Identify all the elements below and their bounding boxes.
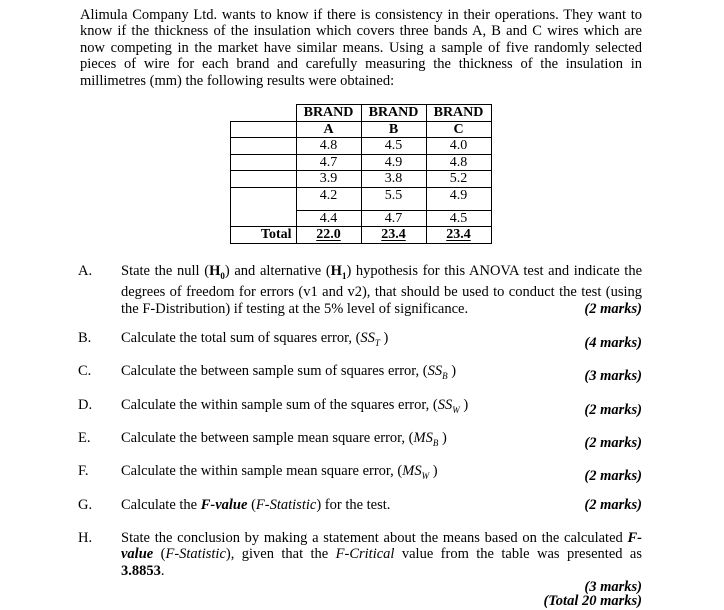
- table-row: [231, 154, 492, 171]
- table-cell: 4.8: [296, 138, 361, 155]
- question-text: Calculate the between sample sum of squares error, ($SS_B$ ): [121, 363, 457, 381]
- table-cell: 4.0: [426, 138, 491, 155]
- question-marks: (2 marks): [584, 467, 642, 484]
- question-letter: A.: [78, 263, 93, 279]
- table-cell: 4.5: [361, 138, 426, 155]
- table-row: [231, 138, 492, 155]
- question-text: Calculate the between sample mean square error, ($MS_B$ ): [121, 430, 447, 448]
- question-c: C. Calculate the between sample sum of squares error, ($SS_B$ ) (3 marks): [78, 363, 642, 384]
- question-text: State the null $(H_0)$ and alternative $(H_1)$ hypothesis for this ANOVA test and indicate the degrees of freedom for errors (v1 and v2), that should be used to conduct the test (using the F-Distribution) if testing at the 5% level of significance.: [121, 263, 643, 317]
- question-f: F. Calculate the within sample mean square error, ($MS_W$ ) (2 marks): [78, 463, 642, 484]
- total-brand-c: 23.4: [426, 227, 491, 244]
- table-cell: 4.7: [361, 210, 426, 227]
- table-cell: 4.8: [426, 154, 491, 171]
- intro-paragraph: Alimula Company Ltd. wants to know if there is consistency in their operations. They want to know if the thickness of the insulation which covers three bands A, B and C wires which are now competing in the market have similar means. Using a sample of five randomly selected pieces of wire for each brand and carefully measuring the thickness of the insulation in millimetres (mm) the following results were obtained:: [80, 7, 642, 89]
- question-marks: (2 marks): [584, 300, 642, 317]
- question-marks: (2 marks): [584, 401, 642, 418]
- total-brand-a: 22.0: [296, 227, 361, 244]
- question-b: B. Calculate the total sum of squares error, ($SS_T$ ) (4 marks): [78, 330, 642, 351]
- header-brand-a-line1: BRAND: [296, 105, 361, 122]
- header-brand-b-line1: BRAND: [361, 105, 426, 122]
- question-marks: (2 marks): [584, 497, 642, 513]
- table-cell: 4.9: [361, 154, 426, 171]
- question-e: E. Calculate the between sample mean square error, ($MS_B$ ) (2 marks): [78, 430, 642, 451]
- question-text: Calculate the total sum of squares error, ($SS_T$ ): [121, 330, 389, 348]
- question-text: State the conclusion by making a statement about the means based on the calculated F-value (F-Statistic), given that the F-Critical value from the table was presented as 3.8853.: [121, 530, 642, 579]
- table-cell: 3.8: [361, 171, 426, 188]
- table-row: [231, 187, 492, 210]
- question-marks: (2 marks): [584, 434, 642, 451]
- table-cell: 3.9: [296, 171, 361, 188]
- table-row: [231, 171, 492, 188]
- header-brand-c-line2: C: [426, 121, 491, 138]
- table-cell: 5.2: [426, 171, 491, 188]
- question-text: Calculate the within sample mean square error, ($MS_W$ ): [121, 463, 438, 481]
- question-h: H. State the conclusion by making a statement about the means based on the calculated F-value (F-Statistic), given that the F-Critical value from the table was presented as 3.8853. (3 marks): [78, 530, 642, 596]
- table-cell: 4.2: [296, 187, 361, 210]
- table-cell: 4.7: [296, 154, 361, 171]
- table-cell: 5.5: [361, 187, 426, 210]
- table-cell: 4.4: [296, 210, 361, 227]
- total-label: Total: [231, 227, 297, 244]
- table-cell: 4.5: [426, 210, 491, 227]
- totals-row: [231, 227, 492, 244]
- question-a: [78, 263, 642, 317]
- table-row: [231, 210, 492, 227]
- total-brand-b: 23.4: [361, 227, 426, 244]
- question-marks: (4 marks): [584, 334, 642, 351]
- question-text: Calculate the F-value (F-Statistic) for the test.: [121, 497, 391, 513]
- question-marks: (3 marks): [584, 579, 642, 596]
- table-cell: 4.9: [426, 187, 491, 210]
- thickness-table: [230, 104, 492, 244]
- header-brand-a-line2: A: [296, 121, 361, 138]
- total-marks: (Total 20 marks): [543, 593, 642, 609]
- question-marks: (3 marks): [584, 367, 642, 384]
- question-d: D. Calculate the within sample sum of the squares error, ($SS_W$ ) (2 marks): [78, 397, 642, 418]
- question-text: Calculate the within sample sum of the squares error, ($SS_W$ ): [121, 397, 469, 415]
- header-brand-b-line2: B: [361, 121, 426, 138]
- question-g: G. Calculate the F-value (F-Statistic) for the test. (2 marks): [78, 497, 642, 513]
- header-brand-c-line1: BRAND: [426, 105, 491, 122]
